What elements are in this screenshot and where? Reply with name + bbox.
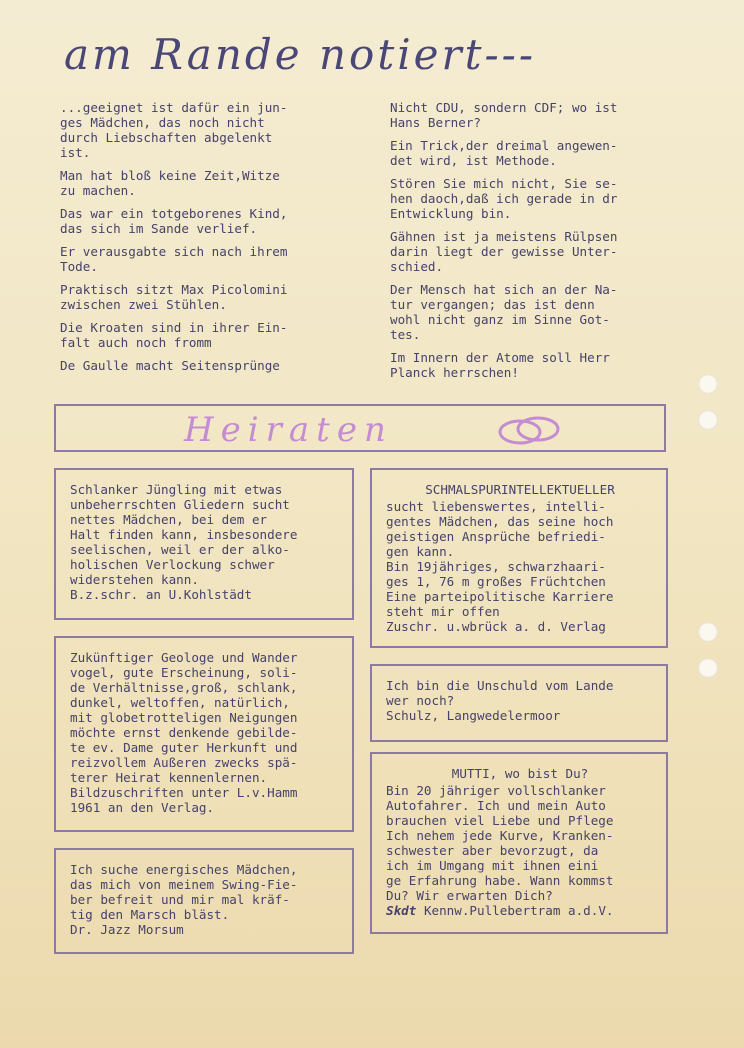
quote: Im Innern der Atome soll Herr Planck herrschen!: [390, 350, 610, 380]
quote: Das war ein totgeborenes Kind, das sich im Sande verlief.: [60, 206, 288, 236]
ad-text: Bin 20 jähriger vollschlanker Autofahrer. Ich und mein Auto brauchen viel Liebe und Pflege Ich nehem jede Kurve, Kranken- schwester aber bevorzugt, da ich im Umgang mit ihnen eini ge Erfahrung habe. Wann kommst Du? Wir erwarten Dich?: [386, 783, 614, 903]
ad-text: Zukünftiger Geologe und Wander vogel, gute Erscheinung, soli- de Verhältnisse,groß, schlank, dunkel, weltoffen, natürlich, mit globetrotteligen Neigungen möchte ernst denkende gebilde- te ev. Dame guter Herkunft und reizvollem Außeren zwecks spä- terer Heirat kennenlernen. Bildzuschriften unter L.v.Hamm 1961 an den Verlag.: [70, 650, 298, 815]
personal-ad: [54, 468, 354, 620]
quote: De Gaulle macht Seitensprünge: [60, 358, 280, 373]
ad-reference: Kennw.Pullebertram a.d.V.: [423, 903, 614, 918]
quote: Ein Trick,der dreimal angewen- det wird, ist Methode.: [390, 138, 618, 168]
quote: Er verausgabte sich nach ihrem Tode.: [60, 244, 288, 274]
ad-text: Ich bin die Unschuld vom Lande wer noch? Schulz, Langwedelermoor: [386, 678, 614, 723]
personal-ad: [370, 664, 668, 742]
quote: Stören Sie mich nicht, Sie se- hen daoch,daß ich gerade in dr Entwicklung bin.: [390, 176, 618, 221]
quote: Nicht CDU, sondern CDF; wo ist Hans Berner?: [390, 100, 618, 130]
quote: ...geeignet ist dafür ein jun- ges Mädchen, das noch nicht durch Liebschaften abgelenkt ist.: [60, 100, 288, 160]
ad-text: Ich suche energisches Mädchen, das mich von meinem Swing-Fie- ber befreit und mir mal kräf- tig den Marsch bläst. Dr. Jazz Morsum: [70, 862, 298, 937]
punch-hole: [698, 410, 718, 430]
quote: Man hat bloß keine Zeit,Witze zu machen.: [60, 168, 280, 198]
section-banner: [54, 404, 666, 452]
punch-hole: [698, 658, 718, 678]
personal-ad: [54, 636, 354, 832]
personal-ad: [370, 468, 668, 648]
ad-text: sucht liebenswertes, intelli- gentes Mädchen, das seine hoch geistigen Ansprüche befriedi- gen kann. Bin 19jähriges, schwarzhaari- ges 1, 76 m großes Früchtchen Eine parteipolitische Karriere steht mir offen Zuschr. u.wbrück a. d. Verlag: [386, 499, 614, 634]
handwritten-signature: Skdt: [386, 903, 417, 918]
punch-hole: [698, 622, 718, 642]
quote: Praktisch sitzt Max Picolomini zwischen zwei Stühlen.: [60, 282, 288, 312]
quote: Die Kroaten sind in ihrer Ein- falt auch noch fromm: [60, 320, 288, 350]
ad-heading: SCHMALSPURINTELLEKTUELLER: [425, 482, 615, 497]
page-title: am Rande notiert---: [64, 30, 537, 79]
wedding-rings-icon: [494, 412, 566, 448]
ad-text: Schlanker Jüngling mit etwas unbeherrschten Gliedern sucht nettes Mädchen, bei dem er Halt finden kann, insbesondere seelischen, weil er der alko- holischen Verlockung schwer widerstehen kann. B.z.schr. an U.Kohlstädt: [70, 482, 298, 602]
ad-signature-line: [386, 903, 654, 918]
left-column: [60, 100, 360, 381]
quote: Gähnen ist ja meistens Rülpsen darin liegt der gewisse Unter- schied.: [390, 229, 618, 274]
right-column: [390, 100, 680, 388]
section-title: Heiraten: [184, 410, 393, 450]
quote: Der Mensch hat sich an der Na- tur vergangen; das ist denn wohl nicht ganz im Sinne Got- tes.: [390, 282, 618, 342]
ad-heading: MUTTI, wo bist Du?: [451, 766, 589, 781]
punch-hole: [698, 374, 718, 394]
personal-ad: [54, 848, 354, 954]
personal-ad: [370, 752, 668, 934]
